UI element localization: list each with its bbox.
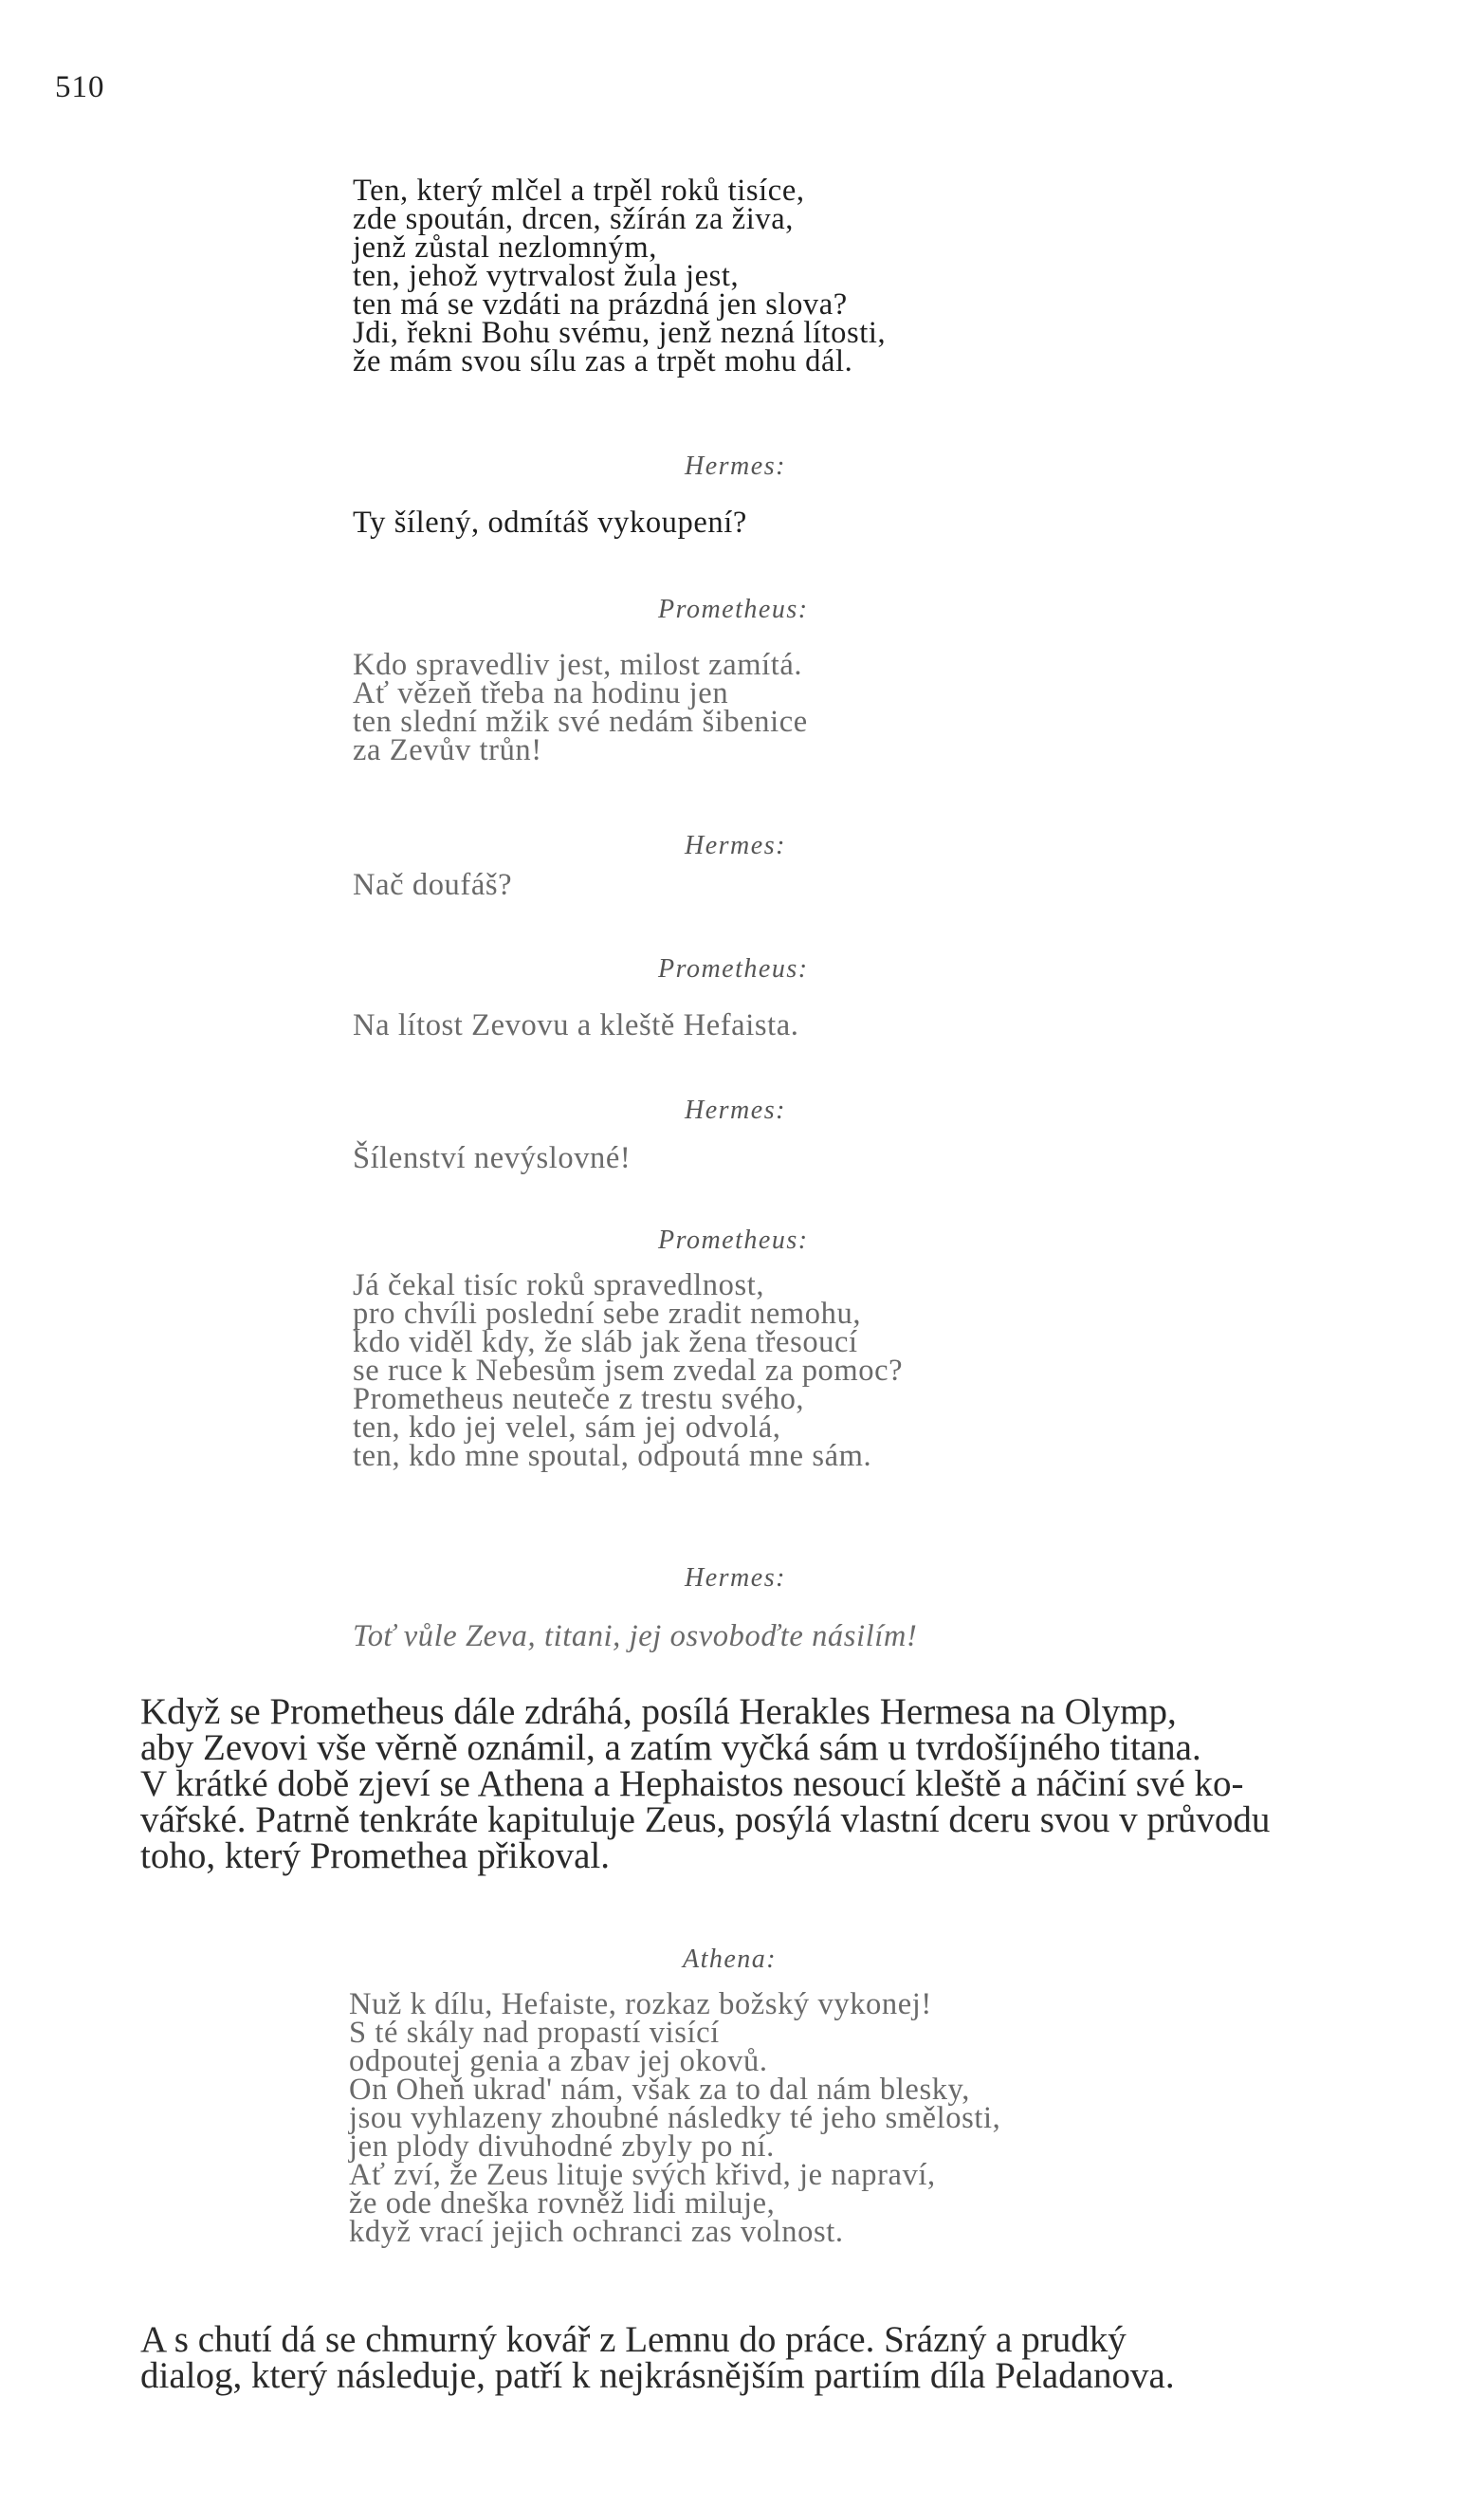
prose-line: A s chutí dá se chmurný kovář z Lemnu do práce. Srázný a prudký bbox=[140, 2319, 1127, 2360]
verse-line: kdo viděl kdy, že sláb jak žena třesoucí bbox=[353, 1325, 858, 1359]
verse-prometheus-3 bbox=[353, 1008, 799, 1042]
verse-line: S té skály nad propastí visící bbox=[349, 2016, 720, 2050]
verse-athena bbox=[349, 1987, 1001, 2249]
verse-line: jsou vyhlazeny zhoubné následky té jeho smělosti, bbox=[349, 2101, 1001, 2135]
verse-hermes-2 bbox=[353, 868, 513, 902]
verse-line: Toť vůle Zeva, titani, jej osvoboďte násilím! bbox=[353, 1619, 918, 1653]
prose-line: Když se Prometheus dále zdráhá, posílá Herakles Hermesa na Olymp, bbox=[140, 1691, 1177, 1732]
verse-prometheus-2 bbox=[353, 648, 808, 767]
verse-line: zde spoután, drcen, sžírán za živa, bbox=[353, 202, 794, 236]
verse-prometheus-opening bbox=[353, 176, 886, 376]
speaker-hermes: Hermes: bbox=[685, 1563, 786, 1593]
verse-line: když vrací jejich ochranci zas volnost. bbox=[349, 2215, 844, 2249]
verse-hermes-4 bbox=[353, 1619, 918, 1653]
verse-line: ten slední mžik své nedám šibenice bbox=[353, 705, 808, 739]
verse-line: pro chvíli poslední sebe zradit nemohu, bbox=[353, 1297, 862, 1331]
speaker-hermes: Hermes: bbox=[685, 452, 786, 481]
prose-line: vářské. Patrně tenkráte kapituluje Zeus, posýlá vlastní dceru svou v průvodu bbox=[140, 1799, 1271, 1840]
verse-prometheus-4 bbox=[353, 1268, 904, 1473]
verse-line: Jdi, řekni Bohu svému, jenž nezná lítosti, bbox=[353, 316, 887, 350]
verse-line: Ať vězeň třeba na hodinu jen bbox=[353, 676, 729, 710]
verse-line: Prometheus neuteče z trestu svého, bbox=[353, 1382, 805, 1416]
verse-line: odpoutej genia a zbav jej okovů. bbox=[349, 2044, 768, 2078]
prose-line: dialog, který následuje, patří k nejkrásnějším partiím díla Peladanova. bbox=[140, 2355, 1175, 2396]
speaker-athena: Athena: bbox=[683, 1945, 778, 1974]
verse-line: Nuž k dílu, Hefaiste, rozkaz božský vykonej! bbox=[349, 1987, 932, 2021]
verse-line: jen plody divuhodné zbyly po ní. bbox=[349, 2129, 775, 2164]
verse-line: ten má se vzdáti na prázdná jen slova? bbox=[353, 287, 848, 322]
verse-line: Šílenství nevýslovné! bbox=[353, 1141, 632, 1175]
verse-line: že mám svou sílu zas a trpět mohu dál. bbox=[353, 344, 853, 378]
verse-line: ten, kdo jej velel, sám jej odvolá, bbox=[353, 1410, 781, 1445]
prose-paragraph bbox=[140, 1691, 1425, 1876]
speaker-prometheus: Prometheus: bbox=[658, 595, 809, 624]
prose-line: toho, který Promethea přikoval. bbox=[140, 1835, 610, 1876]
verse-line: Já čekal tisíc roků spravedlnost, bbox=[353, 1268, 765, 1302]
page-number: 510 bbox=[55, 70, 105, 104]
verse-hermes-3 bbox=[353, 1141, 632, 1175]
prose-paragraph bbox=[140, 2319, 1425, 2396]
verse-line: Nač doufáš? bbox=[353, 868, 513, 902]
verse-line: se ruce k Nebesům jsem zvedal za pomoc? bbox=[353, 1354, 904, 1388]
speaker-hermes: Hermes: bbox=[685, 831, 786, 860]
speaker-hermes: Hermes: bbox=[685, 1096, 786, 1125]
speaker-prometheus: Prometheus: bbox=[658, 1226, 809, 1255]
verse-line: Kdo spravedliv jest, milost zamítá. bbox=[353, 648, 803, 682]
verse-line: Ať zví, že Zeus lituje svých křivd, je napraví, bbox=[349, 2158, 936, 2192]
speaker-prometheus: Prometheus: bbox=[658, 954, 809, 984]
verse-line: Ten, který mlčel a trpěl roků tisíce, bbox=[353, 174, 805, 208]
verse-line: ten, jehož vytrvalost žula jest, bbox=[353, 259, 740, 293]
verse-line: Ty šílený, odmítáš vykoupení? bbox=[353, 506, 747, 540]
verse-line: On Oheň ukrad' nám, však za to dal nám blesky, bbox=[349, 2073, 971, 2107]
verse-line: že ode dneška rovněž lidi miluje, bbox=[349, 2186, 776, 2221]
verse-line: ten, kdo mne spoutal, odpoutá mne sám. bbox=[353, 1439, 872, 1473]
verse-line: jenž zůstal nezlomným, bbox=[353, 230, 657, 265]
verse-hermes-1 bbox=[353, 506, 747, 540]
verse-line: Na lítost Zevovu a kleště Hefaista. bbox=[353, 1008, 799, 1042]
prose-line: V krátké době zjeví se Athena a Hephaistos nesoucí kleště a náčiní své ko- bbox=[140, 1763, 1244, 1804]
prose-line: aby Zevovi vše věrně oznámil, a zatím vyčká sám u tvrdošíjného titana. bbox=[140, 1727, 1201, 1768]
verse-line: za Zevův trůn! bbox=[353, 733, 542, 767]
